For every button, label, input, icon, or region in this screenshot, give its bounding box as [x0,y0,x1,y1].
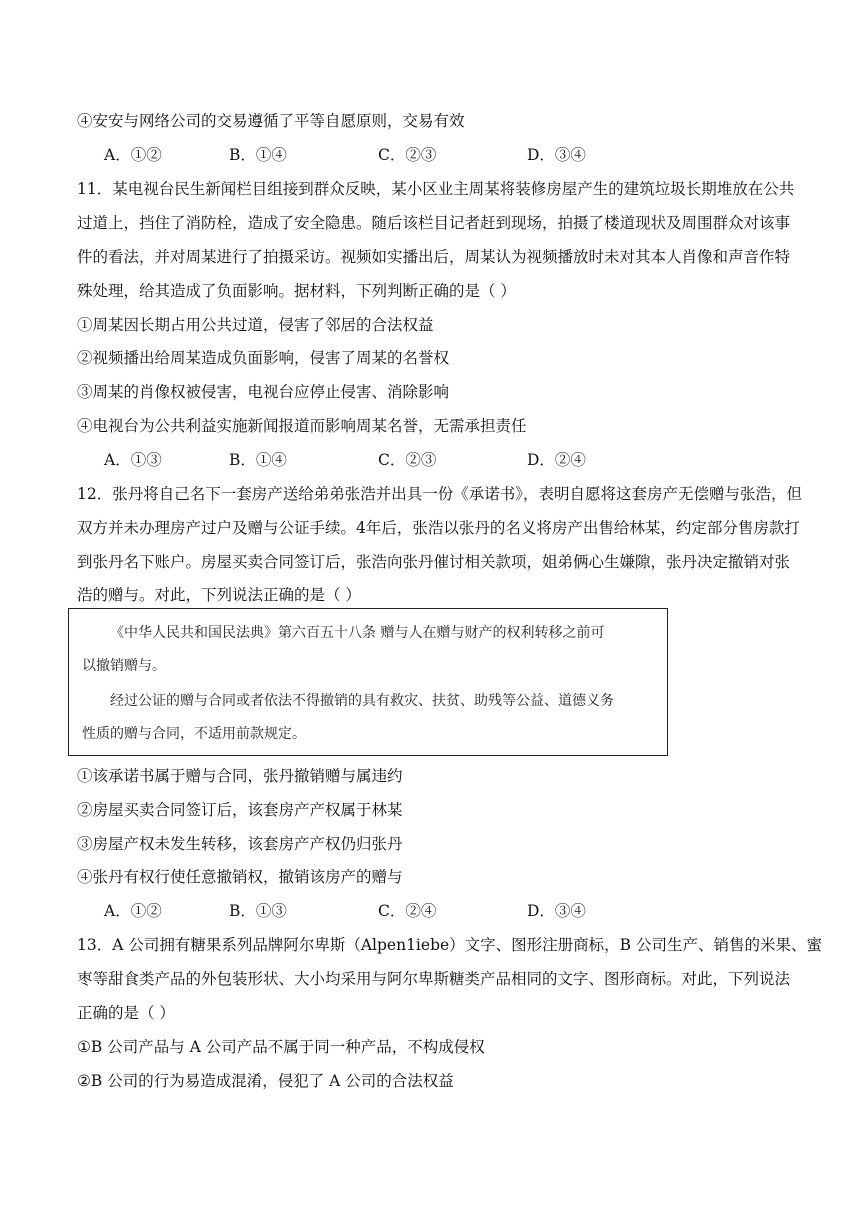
option-a: A．①② [104,902,162,920]
q11-item-1: ①周某因长期占用公共过道，侵害了邻居的合法权益 [77,316,434,334]
option-b: B．①③ [229,902,287,920]
q11-item-3: ③周某的肖像权被侵害，电视台应停止侵害、消除影响 [77,383,450,401]
q12-stem-line: 12．张丹将自己名下一套房产送给弟弟张浩并出具一份《承诺书》，表明自愿将这套房产无偿赠与张浩，但 [77,485,802,503]
option-a: A．①② [104,146,162,164]
option-d: D．③④ [527,146,586,164]
q12-stem-line: 浩的赠与。对此，下列说法正确的是（ ） [77,586,361,604]
q11-item-4: ④电视台为公共利益实施新闻报道而影响周某名誉，无需承担责任 [77,417,527,435]
law-text-line: 以撤销赠与。 [82,658,166,674]
q13-item-1: ①B 公司产品与 A 公司产品不属于同一种产品，不构成侵权 [77,1038,485,1056]
q11-stem-line: 过道上，挡住了消防栓，造成了安全隐患。随后该栏目记者赶到现场，拍摄了楼道现状及周围群众对该事 [77,214,791,232]
option-c: C．②③ [378,146,437,164]
option-c: C．②④ [378,902,437,920]
option-d: D．②④ [527,451,586,469]
q11-stem-line: 件的看法，并对周某进行了拍摄采访。视频如实播出后，周某认为视频播放时未对其本人肖像和声音作特 [77,248,791,266]
q12-stem-line: 到张丹名下账户。房屋买卖合同签订后，张浩向张丹催讨相关款项，姐弟俩心生嫌隙，张丹决定撤销对张 [77,553,791,571]
q13-item-2: ②B 公司的行为易造成混淆，侵犯了 A 公司的合法权益 [77,1072,454,1090]
q12-item-3: ③房屋产权未发生转移，该套房产产权仍归张丹 [77,835,403,853]
law-text-line: 《中华人民共和国民法典》第六百五十八条 赠与人在赠与财产的权利转移之前可 [110,625,605,641]
q13-stem-line: 13．A 公司拥有糖果系列品牌阿尔卑斯（Alpen1iebe）文字、图形注册商标，B 公司生产、销售的米果、蜜 [77,936,822,954]
q11-stem-line: 殊处理，给其造成了负面影响。据材料，下列判断正确的是（ ） [77,282,516,300]
option-a: A．①③ [104,451,162,469]
q13-stem-line: 正确的是（ ） [77,1004,175,1022]
prev-item-4: ④安安与网络公司的交易遵循了平等自愿原则，交易有效 [77,112,465,130]
option-c: C．②③ [378,451,437,469]
option-d: D．③④ [527,902,586,920]
option-b: B．①④ [229,451,287,469]
q11-stem-line: 11．某电视台民生新闻栏目组接到群众反映，某小区业主周某将装修房屋产生的建筑垃圾长期堆放在公共 [77,180,795,198]
q11-item-2: ②视频播出给周某造成负面影响，侵害了周某的名誉权 [77,349,450,367]
civil-code-excerpt-box [68,608,668,756]
q13-stem-line: 枣等甜食类产品的外包装形状、大小均采用与阿尔卑斯糖类产品相同的文字、图形商标。对此，下列说法 [77,970,791,988]
q12-item-1: ①该承诺书属于赠与合同，张丹撤销赠与属违约 [77,767,403,785]
q12-item-4: ④张丹有权行使任意撤销权，撤销该房产的赠与 [77,868,403,886]
q12-stem-line: 双方并未办理房产过户及赠与公证手续。4年后，张浩以张丹的名义将房产出售给林某，约定部分售房款打 [77,519,800,537]
law-text-line: 性质的赠与合同，不适用前款规定。 [82,726,306,742]
option-b: B．①④ [229,146,287,164]
law-text-line: 经过公证的赠与合同或者依法不得撤销的具有救灾、扶贫、助残等公益、道德义务 [110,693,614,709]
q12-item-2: ②房屋买卖合同签订后，该套房产产权属于林某 [77,801,403,819]
